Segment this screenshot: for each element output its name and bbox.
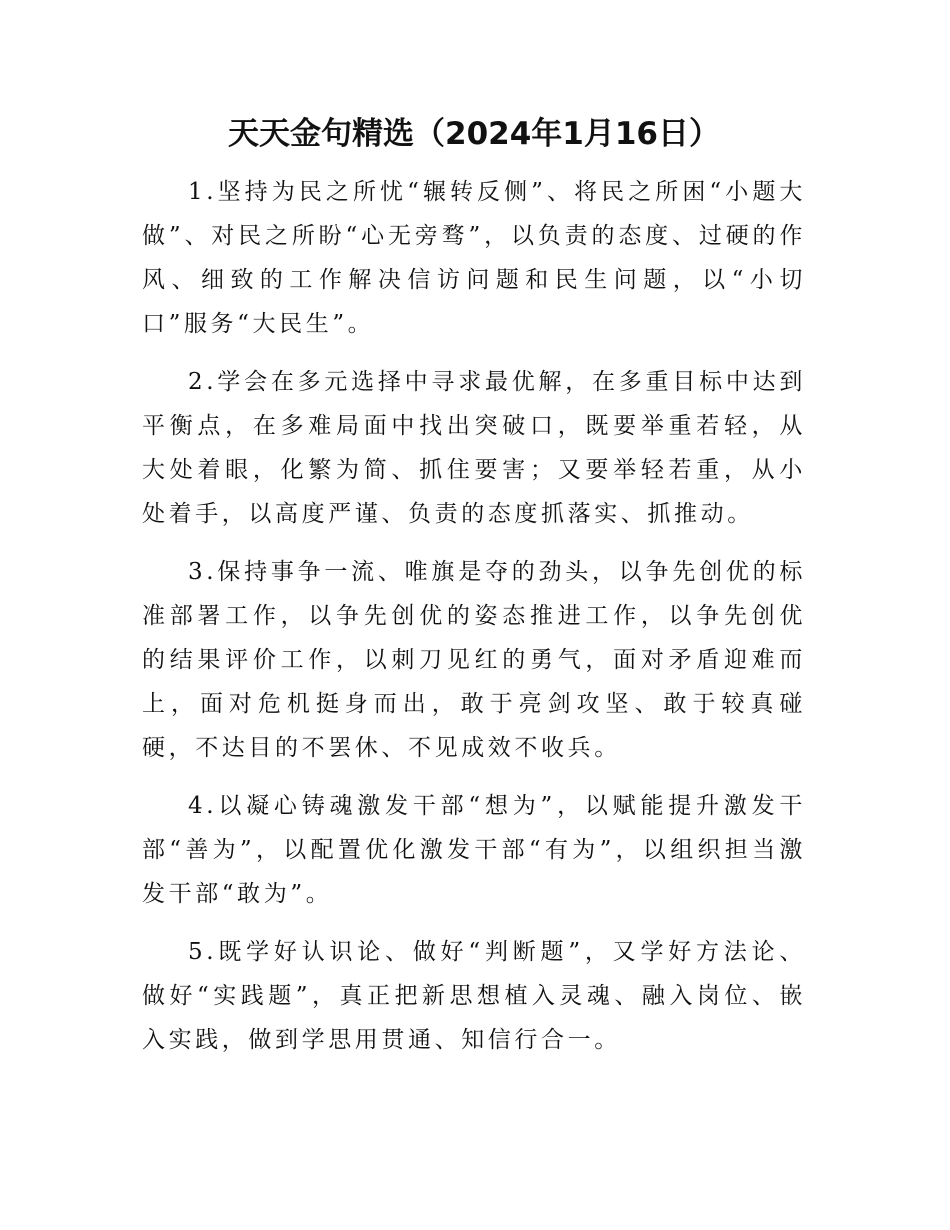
paragraph-1: 1.坚持为民之所忧“辗转反侧”、将民之所困“小题大做”、对民之所盼“心无旁骛”，以负责的态度、过硬的作风、细致的工作解决信访问题和民生问题，以“小切口”服务“大民生”。 <box>142 179 806 337</box>
paragraph-5: 5.既学好认识论、做好“判断题”，又学好方法论、做好“实践题”，真正把新思想植入灵魂、融入岗位、嵌入实践，做到学思用贯通、知信行合一。 <box>142 939 806 1053</box>
paragraph-4: 4.以凝心铸魂激发干部“想为”，以赋能提升激发干部“善为”，以配置优化激发干部“有为”，以组织担当激发干部“敢为”。 <box>142 793 806 907</box>
document-title: 天天金句精选（2024年1月16日） <box>228 116 720 152</box>
paragraph-2: 2.学会在多元选择中寻求最优解，在多重目标中达到平衡点，在多难局面中找出突破口，既要举重若轻，从大处着眼，化繁为简、抓住要害；又要举轻若重，从小处着手，以高度严谨、负责的态度抓落实、抓推动。 <box>142 369 806 527</box>
paragraph-3: 3.保持事争一流、唯旗是夺的劲头，以争先创优的标准部署工作，以争先创优的姿态推进工作，以争先创优的结果评价工作，以刺刀见红的勇气，面对矛盾迎难而上，面对危机挺身而出，敢于亮剑攻坚、敢于较真碰硬，不达目的不罢休、不见成效不收兵。 <box>142 559 806 761</box>
